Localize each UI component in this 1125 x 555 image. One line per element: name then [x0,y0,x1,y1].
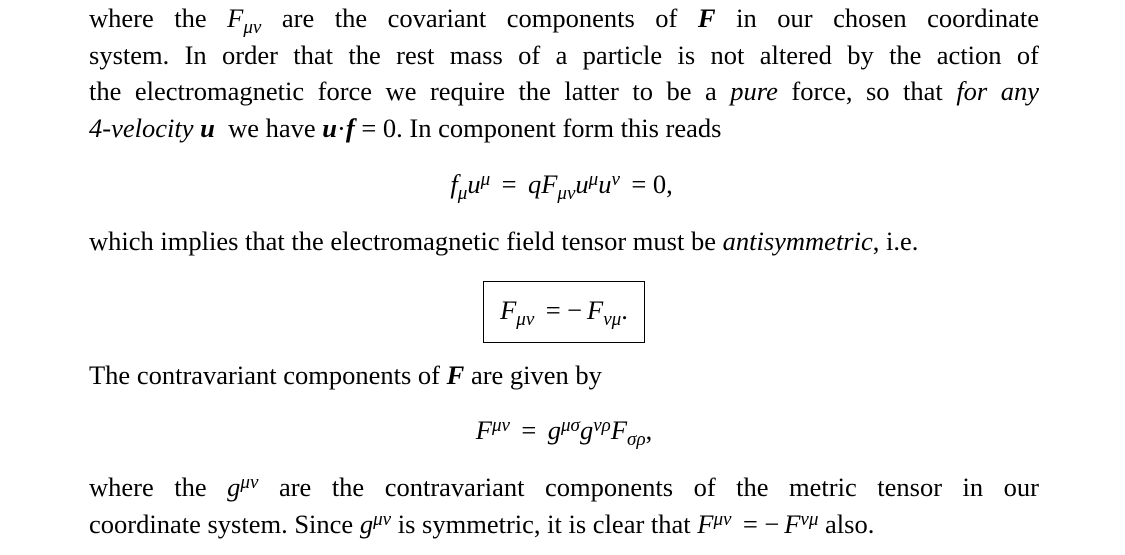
text-span: coordinate system. Since [89,509,354,539]
equation-box: $F_{\mu\nu}$ = − $F_{\nu\mu}$. [483,281,645,343]
bold-f: f [345,113,355,143]
italic-pure: pure [730,76,778,106]
paragraph4-line2 [89,506,874,542]
text-span: , i.e. [872,226,919,256]
text-span: force, so that [791,76,943,106]
bold-u: u [322,113,338,143]
text-span: we have [228,113,316,143]
math-F: $F^{\mu\nu}$ [697,509,732,539]
italic-antisymmetric: antisymmetric [722,226,873,256]
bold-F: F [697,3,716,33]
text-span: where the [89,3,207,33]
text-span: = − [742,509,780,539]
paragraph4-line1 [89,469,1039,505]
text-span: The contravariant components of [89,360,440,390]
text-span: in our chosen coordinate [736,3,1040,33]
math-subscript: μν [243,17,262,39]
text-span: are the contravariant components of the metric tensor in our [278,472,1039,502]
paragraph3 [89,357,602,393]
bold-F: F [446,360,465,390]
equation-3: $F^{\mu\nu} = g^{\mu\sigma}g^{\nu\rho}F_{\sigma\rho}$, [475,415,653,451]
text-span: the electromagnetic force we require the latter to be a [89,76,717,106]
dot-operator: · [337,113,346,143]
math-F: $F_{\mu\nu}$ [227,3,262,39]
italic-4-velocity: 4-velocity [89,113,194,143]
italic-for-any: for any [956,76,1040,106]
equation-2-boxed [89,278,1039,342]
math-F: $F^{\nu\mu}$ [784,509,819,539]
paragraph1-line2: system. In order that the rest mass of a particle is not altered by the action of [89,40,1039,70]
text-span: also. [825,509,875,539]
text-span: = 0. [361,113,403,143]
paragraph1-line4 [89,110,721,146]
text-span: is symmetric, it is clear that [397,509,691,539]
paragraph1-line3 [89,73,1039,109]
text-span: which implies that the electromagnetic field tensor must be [89,226,716,256]
math-g: $g^{\mu\nu}$ [227,472,259,502]
paragraph1-line1 [89,0,1040,39]
text-span: In component form this reads [409,113,722,143]
text-span: are given by [470,360,602,390]
text-span: where the [89,472,207,502]
paragraph2 [89,223,918,259]
bold-u: u [200,113,215,143]
text-span: are the covariant components of [281,3,678,33]
math-g: $g^{\mu\nu}$ [359,509,392,539]
equation-1: $f_\mu u^\mu = qF_{\mu\nu}u^\mu u^\nu = 0$, [450,169,673,205]
